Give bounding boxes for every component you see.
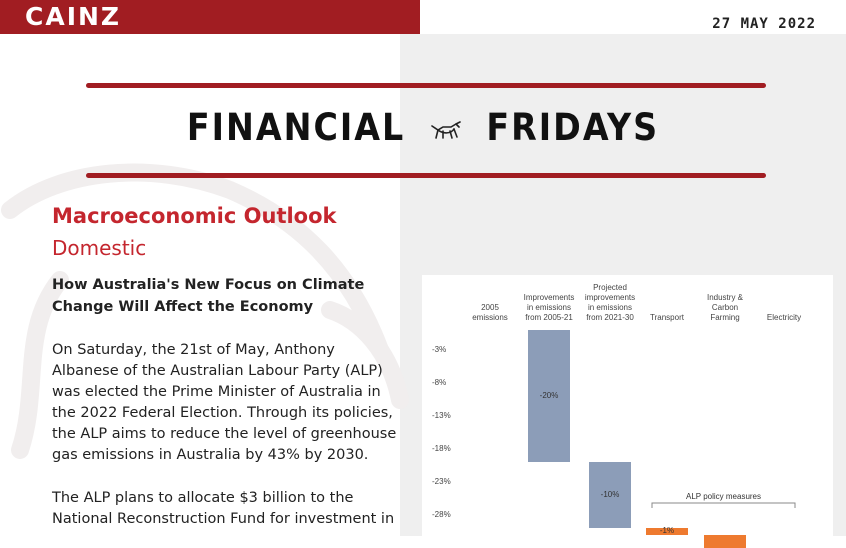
financial-fridays-banner bbox=[0, 106, 846, 151]
column-header: Improvements in emissions from 2005-21 bbox=[523, 293, 575, 322]
bar bbox=[704, 535, 746, 548]
y-tick-label: -3% bbox=[432, 344, 447, 354]
brand-bar bbox=[0, 0, 420, 34]
issue-date: 27 MAY 2022 bbox=[712, 16, 816, 32]
y-tick-label: -18% bbox=[432, 443, 451, 453]
column-header: Electricity bbox=[766, 313, 802, 322]
top-rule bbox=[86, 83, 766, 88]
bar-data-label: -10% bbox=[600, 490, 620, 499]
column-header: Transport bbox=[650, 313, 684, 322]
bar-data-label: -1% bbox=[659, 526, 675, 536]
paragraph-line: the ALP aims to reduce the level of greenhouse bbox=[52, 426, 397, 442]
y-tick-label: -13% bbox=[432, 410, 451, 420]
banner-right-word: FRIDAYS bbox=[486, 106, 660, 149]
y-tick-label: -8% bbox=[432, 377, 447, 387]
paragraph-line: the 2022 Federal Election. Through its policies, bbox=[52, 405, 393, 421]
policy-annotation: ALP policy measures bbox=[686, 492, 761, 501]
y-tick-label: -28% bbox=[432, 509, 451, 519]
brand-logo: CAINZ bbox=[25, 2, 122, 31]
article-headline: How Australia's New Focus on Climate Change Will Affect the Economy bbox=[52, 277, 365, 315]
y-tick-label: -23% bbox=[432, 476, 451, 486]
section-title: Macroeconomic Outlook bbox=[52, 204, 337, 228]
bull-icon bbox=[429, 108, 463, 151]
section-subtitle: Domestic bbox=[52, 236, 147, 260]
paragraph-line: gas emissions in Australia by 43% by 2030. bbox=[52, 447, 369, 463]
column-header: Projected improvements in emissions from 2021-30 bbox=[584, 283, 636, 322]
bottom-rule bbox=[86, 173, 766, 178]
paragraph-1 bbox=[52, 340, 402, 466]
column-header: Industry & Carbon Farming bbox=[706, 293, 743, 322]
paragraph-line: On Saturday, the 21st of May, Anthony bbox=[52, 342, 335, 358]
column-header: 2005 emissions bbox=[472, 303, 508, 322]
emissions-waterfall-chart bbox=[422, 275, 833, 536]
paragraph-line: was elected the Prime Minister of Australia in bbox=[52, 384, 381, 400]
bar-data-label: -20% bbox=[539, 391, 559, 400]
paragraph-2 bbox=[52, 488, 402, 530]
banner-left-word: FINANCIAL bbox=[186, 106, 406, 149]
paragraph-line: Albanese of the Australian Labour Party (ALP) bbox=[52, 363, 383, 379]
paragraph-line: The ALP plans to allocate $3 billion to the bbox=[52, 490, 354, 506]
paragraph-line: National Reconstruction Fund for investment in bbox=[52, 511, 395, 527]
